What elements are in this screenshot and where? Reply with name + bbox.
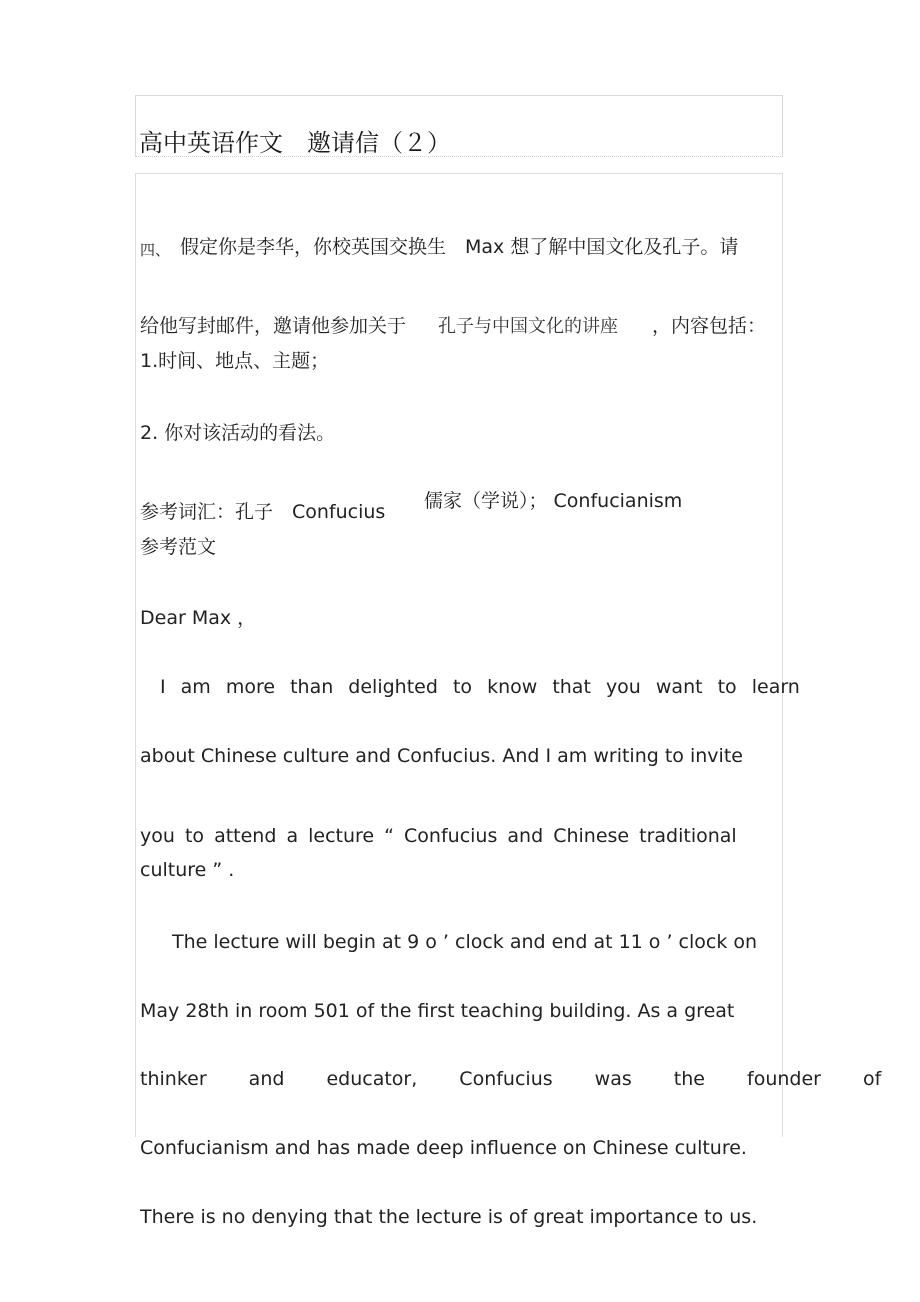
- letter-p1-line-1-text: I am more than delighted to know that you want to learn: [160, 676, 800, 698]
- letter-p1-line-1: [160, 675, 800, 699]
- letter-p1-line-2: about Chinese culture and Confucius. And I am writing to invite: [140, 745, 743, 767]
- letter-p1-line-3: you to attend a lecture “ Confucius and Chinese traditional: [140, 825, 737, 847]
- letter-p2-line-4: Confucianism and has made deep influence on Chinese culture.: [140, 1137, 747, 1159]
- letter-p2-line-2: May 28th in room 501 of the first teaching building. As a great: [140, 1000, 735, 1022]
- sample-label: 参考范文: [140, 536, 217, 558]
- prompt-line-1: 假定你是李华，你校英国交换生 Max 想了解中国文化及孔子。请: [180, 236, 739, 258]
- prompt-line-3: 1.时间、地点、主题；: [140, 350, 330, 372]
- prompt-line-2b: 孔子与中国文化的讲座: [438, 316, 618, 337]
- letter-p2-line-1: The lecture will begin at 9 o ’ clock and end at 11 o ’ clock on: [172, 931, 758, 953]
- letter-p2-line-5: There is no denying that the lecture is of great importance to us.: [140, 1206, 758, 1228]
- letter-greeting: Dear Max ，: [140, 607, 257, 629]
- prompt-number: 四、: [140, 241, 171, 259]
- vocab-label: 参考词汇：孔子 Confucius: [140, 501, 386, 523]
- prompt-line-4: 2. 你对该活动的看法。: [140, 422, 336, 444]
- prompt-line-2c: ，内容包括：: [652, 315, 767, 337]
- prompt-line-2a: 给他写封邮件，邀请他参加关于: [140, 315, 407, 337]
- vocab-right: 儒家（学说）； Confucianism: [424, 490, 683, 512]
- document-title: 高中英语作文 邀请信（２）: [139, 129, 451, 157]
- letter-p2-line-3: thinker and educator, Confucius was the founder of: [140, 1068, 882, 1090]
- letter-p1-line-4: culture ” .: [140, 859, 235, 881]
